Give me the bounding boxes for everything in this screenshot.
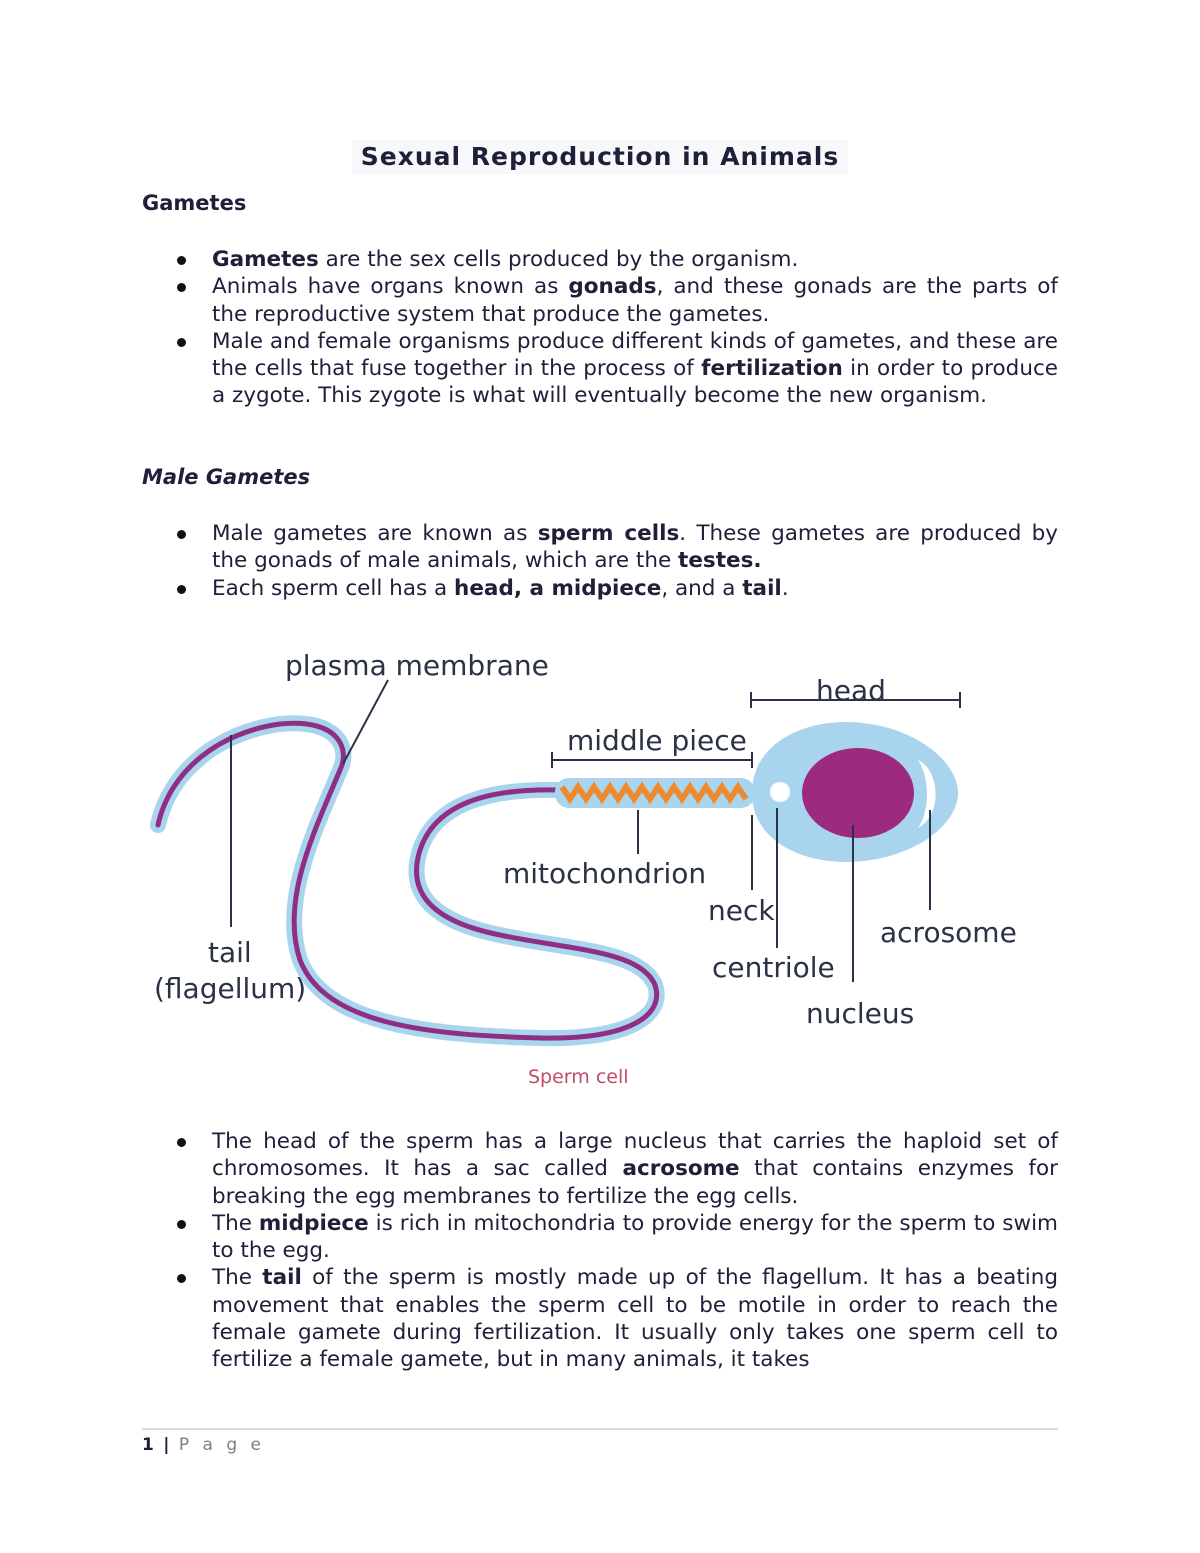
page-word: P a g e <box>178 1435 266 1455</box>
label-middle-piece: middle piece <box>567 724 747 757</box>
sperm-cell-diagram <box>140 640 1040 1060</box>
label-flagellum: (flagellum) <box>154 972 307 1005</box>
page-title: Sexual Reproduction in Animals <box>352 140 848 174</box>
label-centriole: centriole <box>712 951 835 984</box>
label-head: head <box>816 674 886 707</box>
list-item: Male and female organisms produce different kinds of gametes, and these are the cells that fuse together in the process of fertilization in order to produce a zygote. This zygote is what will eventually become the new organism. <box>212 328 1058 409</box>
section-heading-male-gametes: Male Gametes <box>142 465 311 489</box>
footer-separator: | <box>163 1435 172 1455</box>
list-item: Male gametes are known as sperm cells. These gametes are produced by the gonads of male animals, which are the testes. <box>212 521 1059 574</box>
label-nucleus: nucleus <box>806 997 915 1030</box>
list-item: The tail of the sperm is mostly made up of the flagellum. It has a beating movement that enables the sperm cell to be motile in order to reach the female gamete during fertilization. It usually only takes one sperm cell to fertilize a female gamete, but in many animals, it takes <box>212 1265 1058 1373</box>
label-mitochondrion: mitochondrion <box>503 857 707 890</box>
footer-divider <box>142 1428 1058 1430</box>
nucleus-shape <box>802 748 914 838</box>
diagram-caption: Sperm cell <box>528 1066 629 1088</box>
centriole-dot <box>770 782 790 802</box>
mitochondria-zigzag <box>562 787 746 799</box>
page-footer <box>142 1435 265 1455</box>
male-gametes-bullet-list <box>212 520 1058 602</box>
label-plasma-membrane: plasma membrane <box>285 649 549 682</box>
list-item: Gametes are the sex cells produced by the organism. <box>212 246 1058 273</box>
list-item: Animals have organs known as gonads, and these gonads are the parts of the reproductive system that produce the gametes. <box>212 274 1059 327</box>
page-number: 1 <box>142 1435 156 1455</box>
sperm-parts-bullet-list <box>212 1128 1058 1374</box>
list-item: The midpiece is rich in mitochondria to provide energy for the sperm to swim to the egg. <box>212 1210 1058 1264</box>
label-acrosome: acrosome <box>880 916 1017 949</box>
section-heading-gametes: Gametes <box>142 191 247 215</box>
label-neck: neck <box>708 894 775 927</box>
list-item: The head of the sperm has a large nucleus that carries the haploid set of chromosomes. It has a sac called acrosome that contains enzymes for breaking the egg membranes to fertilize the egg cells. <box>212 1129 1058 1209</box>
list-item: Each sperm cell has a head, a midpiece, and a tail. <box>212 575 1058 602</box>
label-tail: tail <box>208 936 252 969</box>
gametes-bullet-list <box>212 246 1058 410</box>
